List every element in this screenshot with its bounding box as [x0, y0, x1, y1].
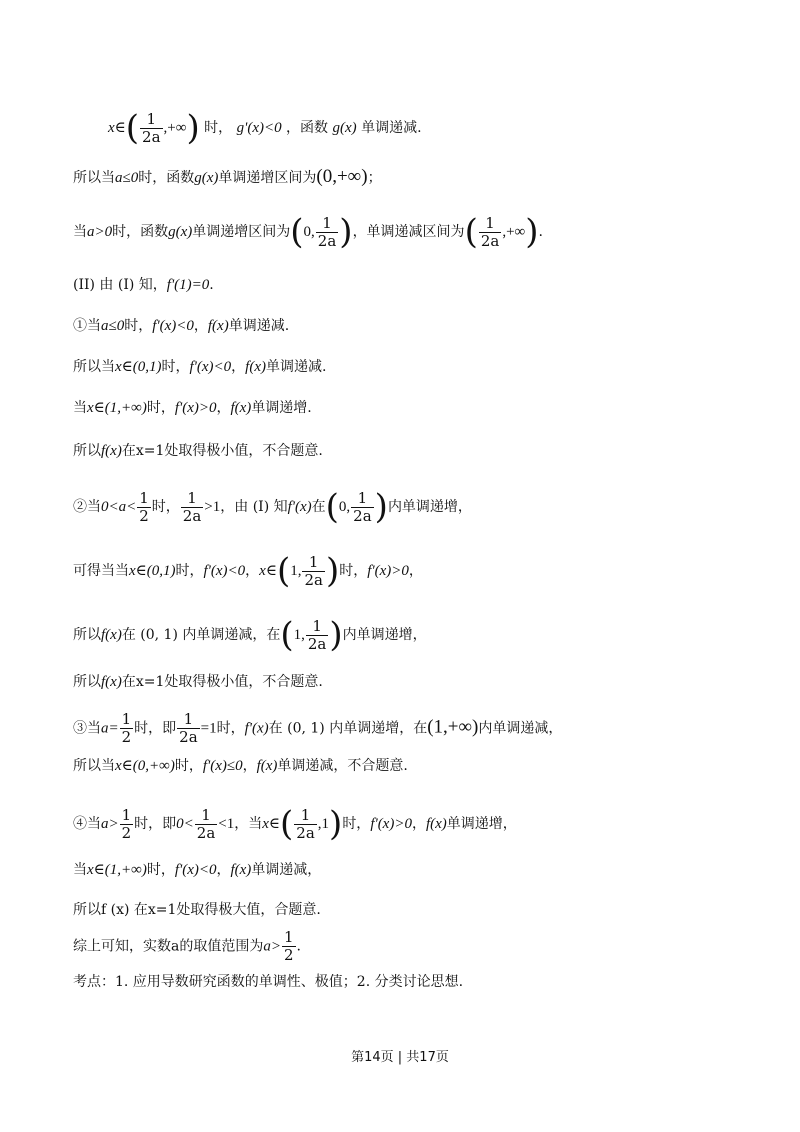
text: 所以	[73, 627, 101, 643]
math-expr: >1	[204, 499, 221, 515]
text: ，	[216, 400, 231, 416]
paren-right: )	[374, 487, 388, 527]
text: ②当	[73, 499, 101, 515]
text: ，单调递减区间为	[352, 224, 465, 240]
math-expr: f(x)	[245, 359, 266, 375]
text: 单调递增，	[446, 816, 517, 832]
math-expr: =1	[200, 720, 217, 737]
text: 内单调递增，	[387, 499, 472, 515]
text: 单调递减，不合题意.	[277, 758, 408, 774]
text: 时，函数	[112, 224, 169, 240]
text: 时，	[174, 758, 203, 774]
text: ③当	[73, 720, 101, 737]
line-12	[73, 711, 562, 746]
math-expr: a>	[263, 938, 281, 955]
text: 所以当	[73, 170, 115, 186]
math-expr: a>	[101, 816, 119, 832]
paren-left: (	[280, 804, 294, 844]
math-expr: f'(x)>0	[174, 400, 217, 416]
text: ，	[193, 318, 208, 334]
fraction: $\frac{1}{2}$	[121, 710, 132, 746]
fraction: $\frac{1}{2a}$	[142, 109, 161, 146]
math-expr: g(x)	[332, 120, 357, 136]
math-expr: f(x)	[101, 627, 122, 643]
text: 所以f (x) 在x=1处取得极大值，合题意.	[73, 902, 321, 918]
math-expr: g(x)	[194, 170, 219, 186]
text: ，	[408, 563, 423, 579]
math-expr: x∈(0,1)	[129, 563, 176, 579]
line-15	[73, 860, 321, 880]
text: 在 (0, 1) 内单调递减，在	[121, 627, 281, 643]
line-18	[73, 972, 463, 992]
line-17	[73, 929, 301, 964]
math-expr: 0<a<	[101, 499, 137, 515]
text: 单调递增区间为	[192, 224, 291, 240]
paren-right: )	[339, 212, 353, 252]
text: ，由 (I) 知	[220, 499, 288, 515]
math-expr: f(x)	[101, 674, 122, 690]
text: 所以当	[73, 359, 115, 375]
text: ，当	[234, 816, 263, 832]
text: 所以	[73, 443, 101, 459]
math-expr: a>0	[87, 224, 113, 240]
math-expr: a=	[101, 720, 119, 737]
text: 时，	[342, 816, 371, 832]
math-expr: f'(1)=0	[166, 277, 210, 293]
math-expr: x∈	[262, 816, 281, 832]
math-expr: f'(x)<0	[203, 563, 246, 579]
text: 所以	[73, 674, 101, 690]
fraction: $\frac{1}{2a}$	[317, 213, 337, 250]
fraction: $\frac{1}{2a}$	[480, 213, 500, 250]
fraction: $\frac{1}{2a}$	[307, 616, 327, 653]
text: 综上可知，实数a的取值范围为	[73, 938, 264, 955]
math-expr: 0,	[338, 499, 351, 515]
paren-right: )	[186, 108, 200, 148]
text: 单调递减.	[228, 318, 290, 334]
fraction: $\frac{1}{2a}$	[196, 805, 216, 842]
math-expr: x∈(0,1)	[115, 359, 162, 375]
math-expr: f(x)	[230, 400, 252, 416]
math-expr: f'(x)<0	[174, 862, 217, 878]
text: 单调递增.	[251, 400, 312, 416]
text: .	[209, 277, 214, 293]
math-expr: x∈	[259, 563, 277, 579]
text: 单调递减，	[251, 862, 322, 878]
text: 当	[73, 862, 87, 878]
text: 时，函数	[138, 170, 195, 186]
math-expr: 0<	[176, 816, 194, 832]
text: 考点：1. 应用导数研究函数的单调性、极值；2. 分类讨论思想.	[73, 974, 464, 990]
fraction: $\frac{1}{2}$	[139, 488, 149, 525]
math-expr: f'(x)	[287, 499, 312, 515]
math-expr: f'(x)	[244, 720, 269, 737]
math-expr: f'(x)<0	[152, 318, 194, 334]
text: 时，	[146, 400, 175, 416]
text: 在	[311, 499, 326, 515]
math-expr: a≤0	[115, 170, 139, 186]
line-16	[73, 900, 321, 920]
line-8	[73, 487, 472, 527]
text: 时，	[175, 563, 204, 579]
line-6	[73, 398, 312, 418]
text: 所以当	[73, 758, 115, 774]
math-expr: f(x)	[101, 443, 122, 459]
math-expr: x∈(1,+∞)	[87, 400, 147, 416]
line-9	[73, 551, 423, 591]
paren-left: (	[464, 212, 478, 252]
line-3	[73, 275, 214, 295]
text: ；	[367, 170, 382, 186]
line-4	[73, 316, 289, 336]
math-expr: ,1	[317, 816, 330, 832]
line-13	[73, 756, 408, 776]
text: ，	[216, 862, 231, 878]
text: ，	[411, 816, 426, 832]
math-expr: g'(x)<0	[236, 120, 282, 136]
fraction: $\frac{1}{2}$	[121, 805, 132, 842]
math-expr: ,+∞	[502, 224, 526, 240]
line-14	[73, 804, 517, 844]
math-text: ,+∞	[163, 120, 187, 136]
text: 时，即	[134, 720, 177, 737]
fraction: $\frac{1}{2}$	[283, 928, 294, 964]
math-expr: x∈(1,+∞)	[87, 862, 147, 878]
line-10	[73, 615, 427, 655]
text: 单调递减.	[361, 120, 422, 136]
math-expr: f(x)	[230, 862, 252, 878]
math-expr: f'(x)≤0	[202, 758, 243, 774]
text: ，	[242, 758, 257, 774]
fraction: $\frac{1}{2a}$	[179, 710, 198, 746]
fraction: $\frac{1}{2a}$	[296, 805, 315, 842]
fraction: $\frac{1}{2a}$	[304, 552, 323, 589]
math-expr: 1,	[290, 563, 302, 579]
paren-left: (	[290, 212, 304, 252]
text: 时，	[146, 862, 175, 878]
fraction: $\frac{1}{2a}$	[353, 488, 372, 525]
text: 可得当当	[73, 563, 129, 579]
text: ④当	[73, 816, 101, 832]
text: 内单调递增，	[342, 627, 427, 643]
text: 在 (0, 1) 内单调递增，在	[268, 720, 428, 737]
math-expr: g(x)	[168, 224, 193, 240]
text: 时，	[216, 720, 245, 737]
text: 单调递减.	[266, 359, 327, 375]
text: 时，即	[134, 816, 177, 832]
math-expr: x∈(0,+∞)	[115, 758, 175, 774]
math-expr: (1,+∞)	[427, 716, 479, 738]
text: 当	[73, 400, 87, 416]
text: .	[538, 224, 543, 240]
paren-right: )	[329, 615, 343, 655]
text: 单调递增区间为	[218, 170, 317, 186]
line-2	[73, 212, 543, 252]
math-expr: f(x)	[207, 318, 229, 334]
math-expr: <1	[218, 816, 235, 832]
math-x-in: x∈	[108, 120, 126, 136]
math-expr: f(x)	[425, 816, 447, 832]
text: (II) 由 (I) 知，	[73, 277, 167, 293]
text: 时，	[339, 563, 368, 579]
paren-right: )	[525, 212, 539, 252]
line-7	[73, 441, 323, 461]
text: 在x=1处取得极小值，不合题意.	[121, 674, 323, 690]
line-1	[73, 167, 382, 188]
text: ，	[245, 563, 260, 579]
text: 当	[73, 224, 87, 240]
math-expr: (0,+∞)	[316, 166, 368, 187]
fraction: $\frac{1}{2a}$	[182, 488, 202, 525]
paren-right: )	[329, 804, 343, 844]
page-footer: 第14页 | 共17页	[351, 1050, 449, 1065]
math-expr: f'(x)>0	[367, 563, 409, 579]
text: ，	[231, 359, 246, 375]
text: ①当	[73, 318, 101, 334]
paren-left: (	[280, 615, 294, 655]
text: 时，	[151, 499, 180, 515]
text: 在x=1处取得极小值，不合题意.	[121, 443, 323, 459]
text: 内单调递减，	[478, 720, 563, 737]
paren-right: )	[325, 551, 340, 591]
paren-left: (	[325, 487, 339, 527]
text: 时，	[161, 359, 190, 375]
text: .	[296, 938, 301, 955]
math-expr: 1,	[293, 627, 305, 643]
math-expr: 0,	[303, 224, 315, 240]
text: 时，	[204, 120, 233, 136]
text: ，函数	[286, 120, 329, 136]
math-expr: f(x)	[256, 758, 278, 774]
text: 时，	[124, 318, 153, 334]
math-expr: f'(x)<0	[189, 359, 232, 375]
line-11	[73, 672, 323, 692]
line-0	[108, 108, 422, 148]
paren-left: (	[125, 108, 140, 148]
math-expr: f'(x)>0	[370, 816, 412, 832]
math-expr: a≤0	[101, 318, 125, 334]
line-5	[73, 357, 326, 377]
paren-left: (	[276, 551, 291, 591]
